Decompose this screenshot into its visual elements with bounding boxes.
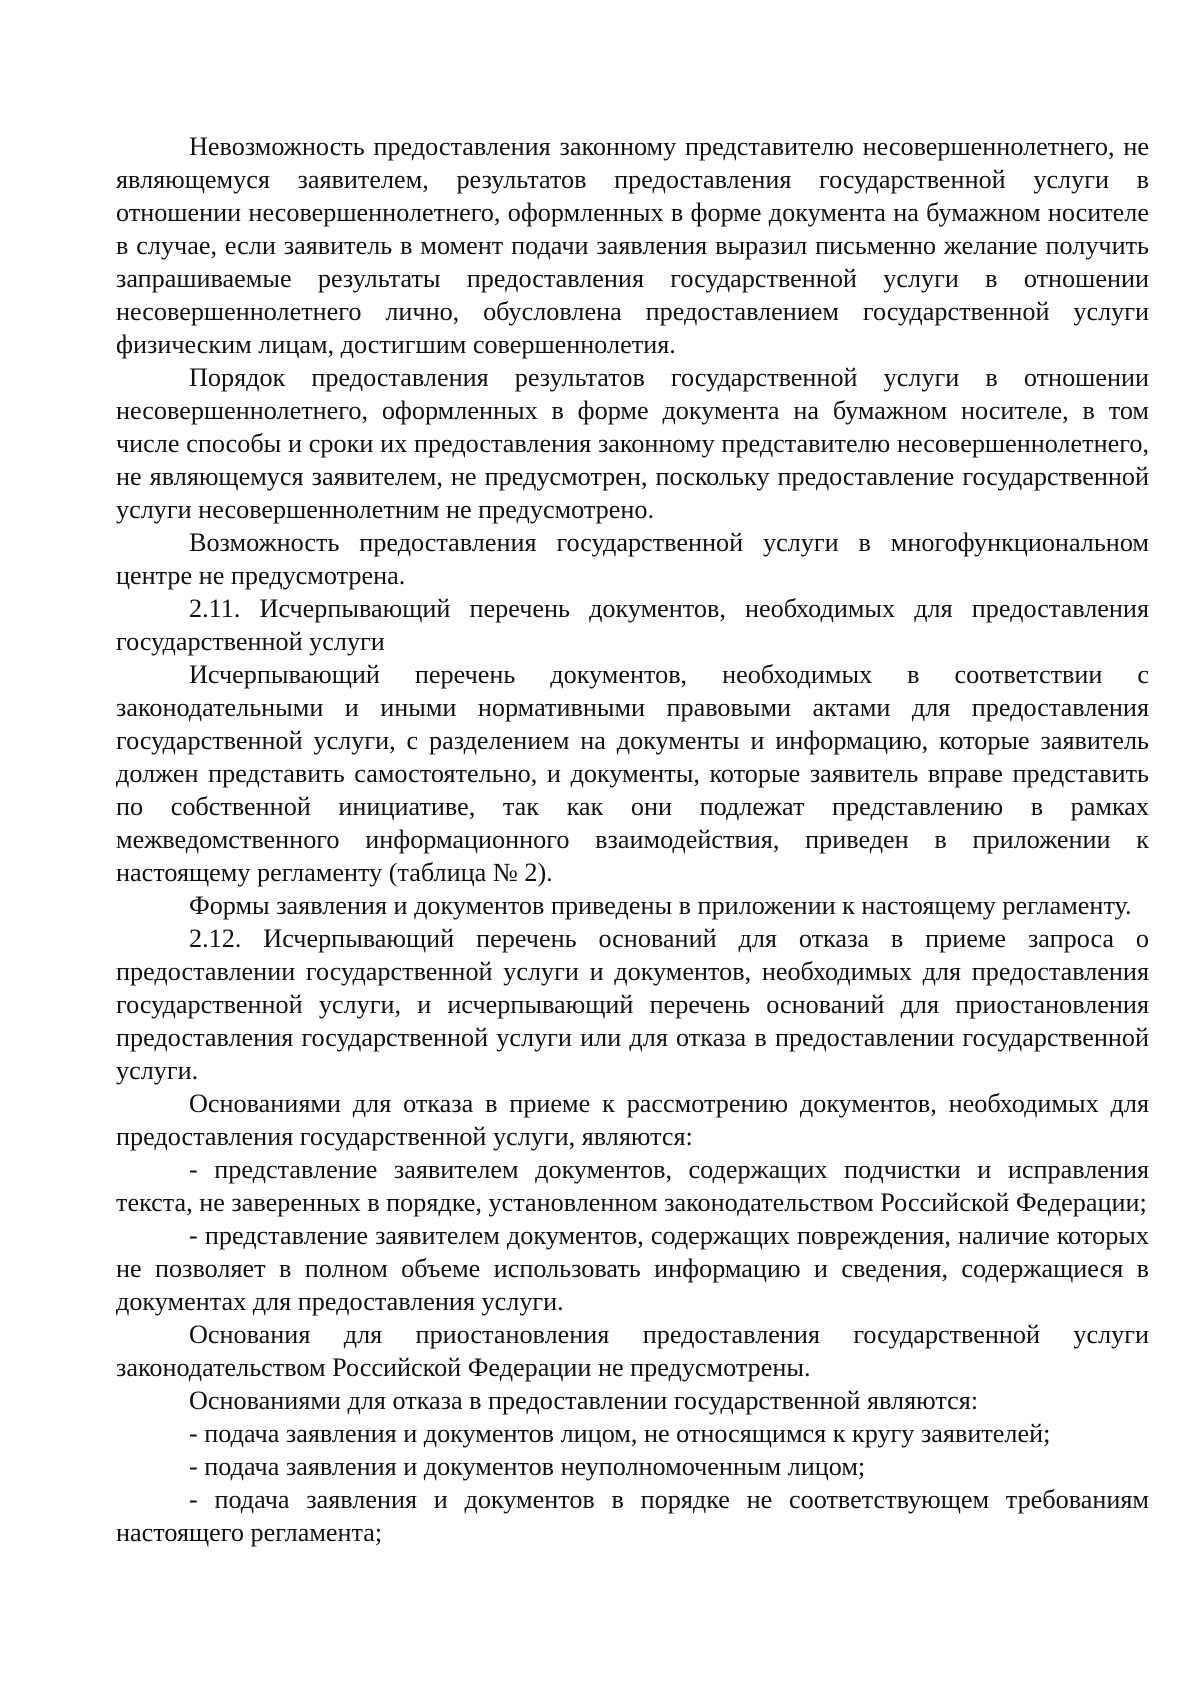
- paragraph-mfc: Возможность предоставления государственной услуги в многофункциональном центре не предусмотрена.: [116, 528, 1149, 590]
- paragraph-results-order: Порядок предоставления результатов государственной услуги в отношении несовершеннолетнего, оформленных в форме документа на бумажном носителе, в том числе способы и сроки их предоставления законному представителю несовершеннолетнего, не являющемуся заявителем, не предусмотрен, поскольку предоставление государственной услуги несовершеннолетним не предусмотрено.: [116, 363, 1149, 524]
- paragraph-refusal-grounds: Основаниями для отказа в предоставлении государственной являются:: [189, 1386, 979, 1415]
- paragraph-forms: Формы заявления и документов приведены в приложении к настоящему регламенту.: [189, 891, 1132, 920]
- section-heading-2-12: 2.12. Исчерпывающий перечень оснований для отказа в приеме запроса о предоставлении государственной услуги и документов, необходимых для предоставления государственной услуги, и исчерпывающий перечень оснований для приостановления предоставления государственной услуги или для отказа в предоставлении государственной услуги.: [116, 924, 1149, 1085]
- paragraph-suspension: Основания для приостановления предоставления государственной услуги законодательством Российской Федерации не предусмотрены.: [116, 1320, 1149, 1382]
- paragraph-refusal-reception: Основаниями для отказа в приеме к рассмотрению документов, необходимых для предоставления государственной услуги, являются:: [116, 1089, 1149, 1151]
- paragraph-documents-list: Исчерпывающий перечень документов, необходимых в соответствии с законодательными и иными нормативными правовыми актами для предоставления государственной услуги, с разделением на документы и информацию, которые заявитель должен представить самостоятельно, и документы, которые заявитель вправе представить по собственной инициативе, так как они подлежат представлению в рамках межведомственного информационного взаимодействия, приведен в приложении к настоящему регламенту (таблица № 2).: [116, 660, 1149, 887]
- list-item-not-applicant: - подача заявления и документов лицом, не относящимся к кругу заявителей;: [189, 1419, 1051, 1448]
- paragraph-minor-results: Невозможность предоставления законному представителю несовершеннолетнего, не являющемуся заявителем, результатов предоставления государственной услуги в отношении несовершеннолетнего, оформленных в форме документа на бумажном носителе в случае, если заявитель в момент подачи заявления выразил письменно желание получить запрашиваемые результаты предоставления государственной услуги в отношении несовершеннолетнего лично, обусловлена предоставлением государственной услуги физическим лицам, достигшим совершеннолетия.: [116, 132, 1149, 359]
- list-item-noncompliant: - подача заявления и документов в порядке не соответствующем требованиям настоящего регламента;: [116, 1485, 1149, 1547]
- list-item-damage: - представление заявителем документов, содержащих повреждения, наличие которых не позволяет в полном объеме использовать информацию и сведения, содержащиеся в документах для предоставления услуги.: [116, 1221, 1149, 1316]
- list-item-unauthorized: - подача заявления и документов неуполномоченным лицом;: [189, 1452, 866, 1481]
- section-heading-2-11: 2.11. Исчерпывающий перечень документов, необходимых для предоставления государственной услуги: [116, 594, 1149, 656]
- list-item-corrections: - представление заявителем документов, содержащих подчистки и исправления текста, не заверенных в порядке, установленном законодательством Российской Федерации;: [116, 1155, 1149, 1217]
- document-page: [116, 130, 1149, 1549]
